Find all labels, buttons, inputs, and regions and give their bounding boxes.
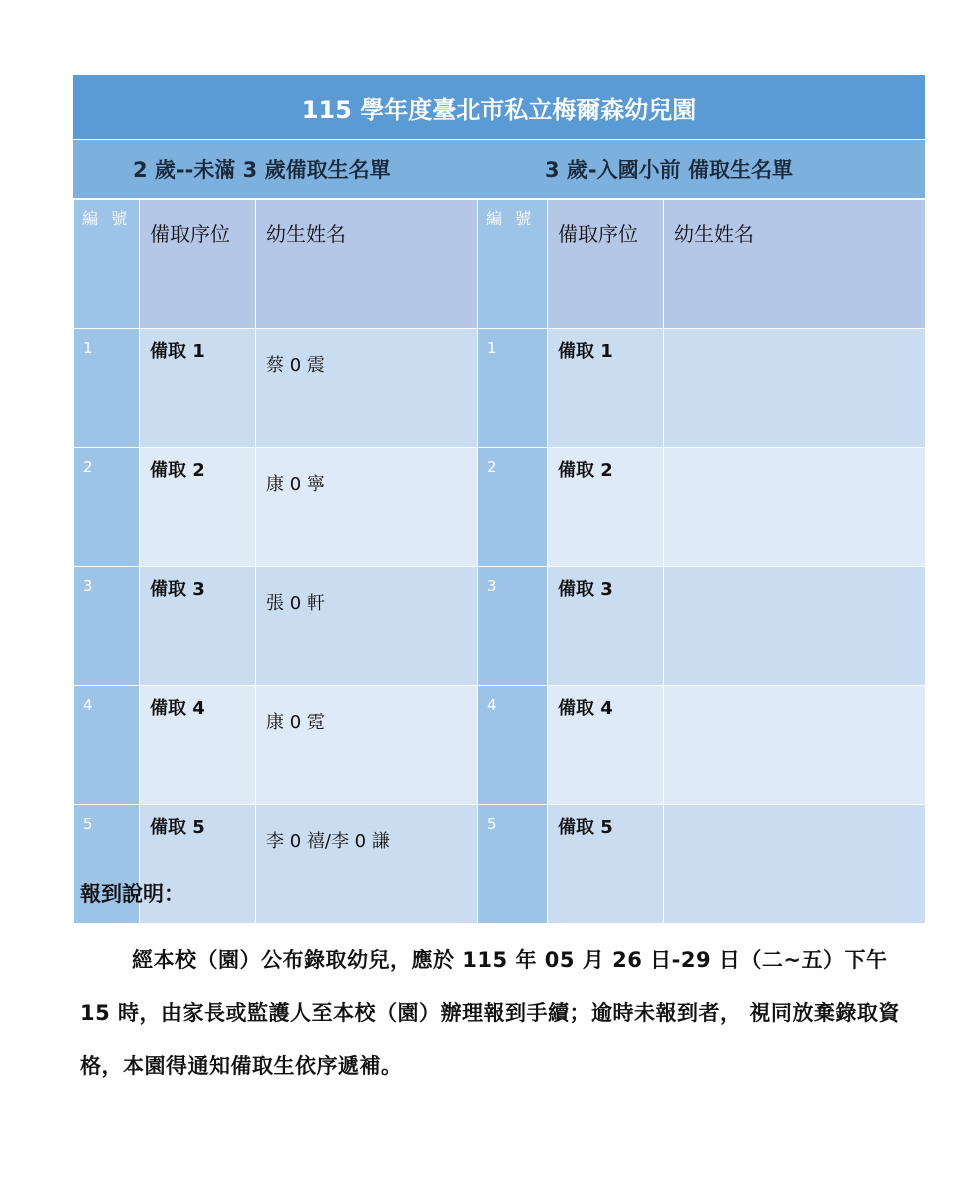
right-seq-header: 備取序位 xyxy=(548,200,664,329)
left-row-index: 4 xyxy=(74,686,140,805)
right-row-seq: 備取 1 xyxy=(548,329,664,448)
right-row-seq: 備取 2 xyxy=(548,448,664,567)
left-name-header: 幼生姓名 xyxy=(256,200,478,329)
left-row-name: 李 0 禧/李 0 謙 xyxy=(256,805,478,924)
registration-notes xyxy=(80,878,920,1093)
waitlist-table xyxy=(73,199,926,924)
table-row xyxy=(74,686,926,805)
table-row xyxy=(74,329,926,448)
right-row-seq: 備取 5 xyxy=(548,805,664,924)
left-index-header: 編 號 xyxy=(74,200,140,329)
left-row-name: 張 0 軒 xyxy=(256,567,478,686)
right-row-seq: 備取 3 xyxy=(548,567,664,686)
right-row-name xyxy=(664,686,926,805)
table-row xyxy=(74,567,926,686)
notes-heading: 報到說明： xyxy=(80,882,185,906)
right-row-index: 3 xyxy=(478,567,548,686)
right-row-index: 2 xyxy=(478,448,548,567)
right-row-name xyxy=(664,567,926,686)
right-row-name xyxy=(664,329,926,448)
left-row-seq: 備取 3 xyxy=(140,567,256,686)
left-row-name: 蔡 0 震 xyxy=(256,329,478,448)
left-row-seq: 備取 5 xyxy=(140,805,256,924)
right-row-index: 4 xyxy=(478,686,548,805)
left-row-index: 5 xyxy=(74,805,140,924)
right-index-header: 編 號 xyxy=(478,200,548,329)
left-row-index: 3 xyxy=(74,567,140,686)
right-row-seq: 備取 4 xyxy=(548,686,664,805)
section-titles xyxy=(73,140,925,199)
right-row-index: 5 xyxy=(478,805,548,924)
notes-body: 經本校（園）公布錄取幼兒，應於 115 年 05 月 26 日-29 日（二~五）下午 15 時，由家長或監護人至本校（園）辦理報到手續；逾時未報到者， 視同放棄錄取資格，本園得通知備取生依序遞補。 xyxy=(80,948,900,1078)
left-row-seq: 備取 1 xyxy=(140,329,256,448)
left-section-title: 2 歲--未滿 3 歲備取生名單 xyxy=(133,158,391,182)
document-title: 115 學年度臺北市私立梅爾森幼兒園 xyxy=(73,75,925,140)
left-row-seq: 備取 2 xyxy=(140,448,256,567)
left-row-name: 康 0 寧 xyxy=(256,448,478,567)
table-row xyxy=(74,448,926,567)
right-name-header: 幼生姓名 xyxy=(664,200,926,329)
right-row-index: 1 xyxy=(478,329,548,448)
waitlist-sheet xyxy=(73,75,925,924)
left-seq-header: 備取序位 xyxy=(140,200,256,329)
left-row-index: 2 xyxy=(74,448,140,567)
table-header-row xyxy=(74,200,926,329)
left-row-index: 1 xyxy=(74,329,140,448)
left-row-seq: 備取 4 xyxy=(140,686,256,805)
right-row-name xyxy=(664,448,926,567)
left-row-name: 康 0 霓 xyxy=(256,686,478,805)
right-section-title: 3 歲-入國小前 備取生名單 xyxy=(545,158,793,182)
